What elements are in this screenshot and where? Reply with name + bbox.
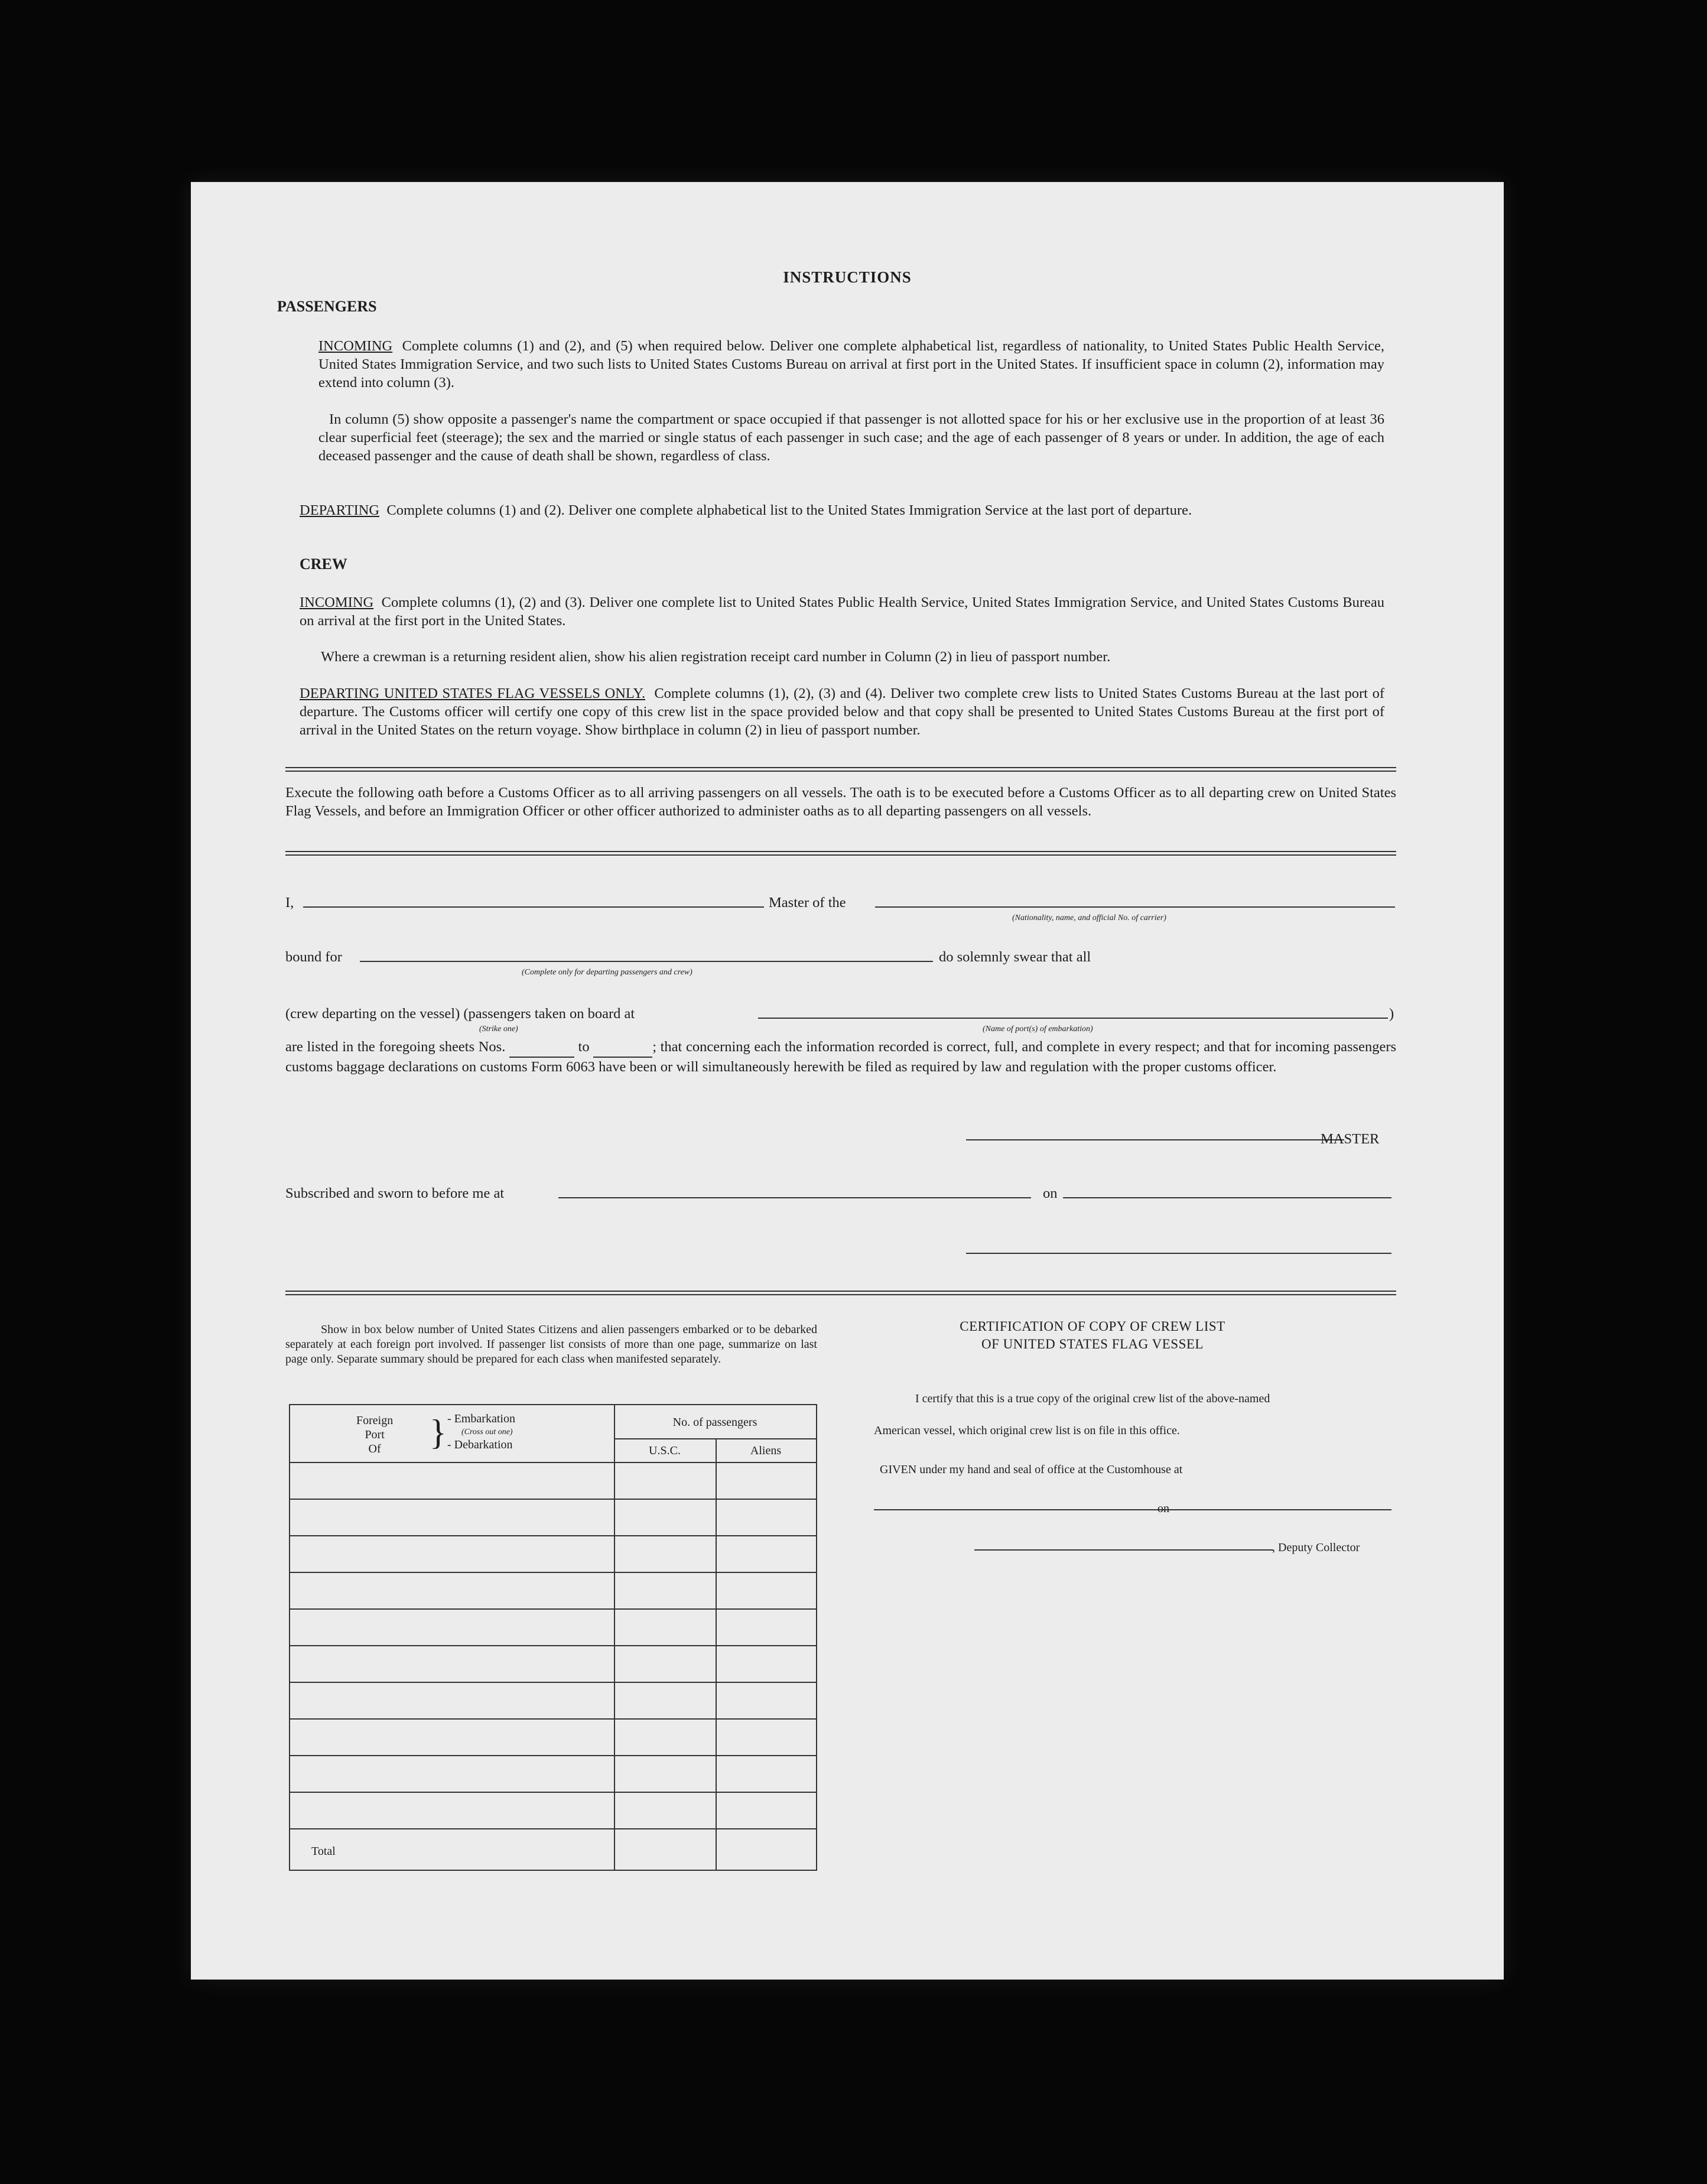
- form-sheet: [191, 182, 1504, 1980]
- foreign-port-of-label: [356, 1413, 393, 1456]
- passengers-incoming-text: Complete columns (1) and (2), and (5) when required below. Deliver one complete alphabetical list, regardless of nationality, to United States Public Health Service, United States Immigration Service, and two such lists to United States Customs Bureau on arrival at first port in the United States. If insufficient space in column (2), information may extend into column (3).: [318, 338, 1385, 391]
- oath-i-label: I,: [285, 895, 294, 911]
- certification-heading-line2: OF UNITED STATES FLAG VESSEL: [981, 1337, 1204, 1351]
- deputy-collector-label: , Deputy Collector: [1272, 1541, 1360, 1554]
- listed-text-b: ; that concerning each the information recorded is correct, full, and complete in every respect; and that for incoming passengers customs baggage declarations on customs Form 6063 have been or will simultaneously herewith be filed as required by law and regulation with the proper customs officer.: [285, 1039, 1397, 1075]
- summary-row-rule: [290, 1608, 816, 1610]
- section-divider: [285, 767, 1396, 772]
- crew-departing-label-oath: (crew departing on the vessel) (passengers taken on board at: [285, 1006, 635, 1022]
- embarkation-ports-field[interactable]: [758, 1018, 1388, 1019]
- bound-for-field[interactable]: [360, 961, 933, 962]
- crew-departing-label: DEPARTING UNITED STATES FLAG VESSELS ONLY.: [300, 685, 646, 701]
- usc-header: U.S.C.: [649, 1444, 681, 1457]
- carrier-caption: (Nationality, name, and official No. of carrier): [1012, 914, 1166, 922]
- sworn-place-field[interactable]: [558, 1197, 1031, 1198]
- bound-for-label: bound for: [285, 949, 342, 965]
- crew-incoming-label: INCOMING: [300, 594, 374, 610]
- aliens-header: Aliens: [750, 1444, 782, 1457]
- summary-row-rule: [290, 1572, 816, 1573]
- summary-row-rule: [290, 1535, 816, 1536]
- subscribed-label: Subscribed and sworn to before me at: [285, 1185, 505, 1201]
- bound-for-caption: (Complete only for departing passengers and crew): [522, 968, 692, 977]
- customhouse-field[interactable]: [874, 1509, 1182, 1510]
- summary-row-rule: [290, 1792, 816, 1793]
- deputy-collector-field[interactable]: [974, 1549, 1273, 1551]
- table-divider-main: [614, 1405, 615, 1870]
- summary-note: Show in box below number of United States Citizens and alien passengers embarked or to be debarked separately at each foreign port involved. If passenger list consists of more than one page, summarize on last page only. Separate summary should be prepared for each class when manifested separately.: [285, 1323, 817, 1366]
- crew-heading: CREW: [300, 555, 347, 573]
- sheet-from-field[interactable]: [509, 1038, 574, 1058]
- certification-heading: [874, 1318, 1311, 1353]
- master-signature-field[interactable]: [966, 1139, 1344, 1140]
- crew-incoming-text: Complete columns (1), (2) and (3). Deliver one complete list to United States Public Health Service, United States Immigration Service, and United States Customs Bureau on arrival at the first port in the United States.: [300, 594, 1384, 629]
- page-title: INSTRUCTIONS: [783, 268, 912, 286]
- summary-row-rule: [290, 1718, 816, 1720]
- summary-row-rule: [290, 1499, 816, 1500]
- crew-resident-paragraph: Where a crewman is a returning resident alien, show his alien registration receipt card number in Column (2) in lieu of passport number.: [321, 649, 1111, 665]
- embarkation-label[interactable]: - Embarkation: [447, 1412, 515, 1425]
- master-of-label: Master of the: [769, 895, 846, 911]
- certification-date-field[interactable]: [1173, 1509, 1391, 1510]
- brace-icon: }: [430, 1413, 447, 1452]
- sworn-on-label: on: [1043, 1185, 1058, 1201]
- listed-to: to: [578, 1039, 590, 1055]
- table-subheader-rule: [614, 1438, 816, 1439]
- foreign-text: Foreign: [356, 1414, 394, 1427]
- crew-incoming-paragraph: [300, 593, 1384, 630]
- listed-paragraph: [285, 1038, 1396, 1077]
- certification-line1: I certify that this is a true copy of the original crew list of the above-named: [915, 1392, 1270, 1405]
- passengers-heading: PASSENGERS: [277, 298, 377, 315]
- passenger-summary-table: [289, 1404, 817, 1871]
- crew-departing-text: Complete columns (1), (2), (3) and (4). Deliver two complete crew lists to United States Customs Bureau at the last port of departure. The Customs officer will certify one copy of this crew list in the space provided below and that copy shall be presented to United States Customs Bureau at the first port of arrival in the United States on the return voyage. Show birthplace in column (2) in lieu of passport number.: [300, 685, 1384, 738]
- passengers-departing-text: Complete columns (1) and (2). Deliver one complete alphabetical list to the United States Immigration Service at the last port of departure.: [386, 502, 1192, 518]
- master-name-field[interactable]: [303, 906, 764, 908]
- oath-intro: Execute the following oath before a Customs Officer as to all arriving passengers on all vessels. The oath is to be executed before a Customs Officer as to all departing crew on United States Flag Vessels, and before an Immigration Officer or other officer authorized to administer oaths as to all departing passengers on all vessels.: [285, 785, 1396, 819]
- cross-out-caption: (Cross out one): [461, 1428, 513, 1436]
- certification-line2: American vessel, which original crew list is on file in this office.: [874, 1424, 1180, 1437]
- passengers-incoming-paragraph: [318, 337, 1384, 392]
- close-paren: ): [1389, 1006, 1394, 1022]
- crew-departing-paragraph: [300, 684, 1384, 739]
- port-text: Port: [365, 1428, 385, 1441]
- of-text: Of: [368, 1442, 381, 1455]
- carrier-field[interactable]: [875, 906, 1395, 908]
- summary-row-rule: [290, 1682, 816, 1683]
- certification-on-label: on: [1157, 1502, 1169, 1515]
- oath-divider: [285, 851, 1396, 856]
- debarkation-label[interactable]: - Debarkation: [447, 1438, 513, 1451]
- table-divider-aliens: [716, 1438, 717, 1870]
- passengers-incoming-label: INCOMING: [318, 338, 393, 354]
- no-passengers-header: No. of passengers: [672, 1416, 757, 1429]
- ports-caption: (Name of port(s) of embarkation): [983, 1025, 1093, 1034]
- listed-text-a: are listed in the foregoing sheets Nos.: [285, 1039, 506, 1055]
- sheet-to-field[interactable]: [593, 1038, 652, 1058]
- summary-row-rule: [290, 1755, 816, 1756]
- table-header-rule: [290, 1462, 816, 1463]
- sworn-date-field[interactable]: [1063, 1197, 1391, 1198]
- passengers-departing-paragraph: [300, 501, 1384, 519]
- passengers-column5-paragraph: In column (5) show opposite a passenger's name the compartment or space occupied if that passenger is not allotted space for his or her exclusive use in the proportion of at least 36 clear superficial feet (steerage); the sex and the married or single status of each passenger in such case; and the age of each passenger of 8 years or under. In addition, the age of each deceased passenger and the cause of death shall be shown, regardless of class.: [318, 411, 1384, 464]
- summary-row-rule: [290, 1645, 816, 1646]
- master-label: MASTER: [1321, 1131, 1380, 1147]
- strike-one-caption: (Strike one): [479, 1025, 518, 1034]
- certification-given: GIVEN under my hand and seal of office at the Customhouse at: [880, 1463, 1183, 1476]
- total-label: Total: [311, 1845, 336, 1858]
- passengers-departing-label: DEPARTING: [300, 502, 380, 518]
- summary-row-rule: [290, 1828, 816, 1829]
- lower-divider: [285, 1291, 1396, 1295]
- officer-signature-field[interactable]: [966, 1253, 1391, 1254]
- swear-label: do solemnly swear that all: [939, 949, 1091, 965]
- certification-heading-line1: CERTIFICATION OF COPY OF CREW LIST: [960, 1319, 1225, 1334]
